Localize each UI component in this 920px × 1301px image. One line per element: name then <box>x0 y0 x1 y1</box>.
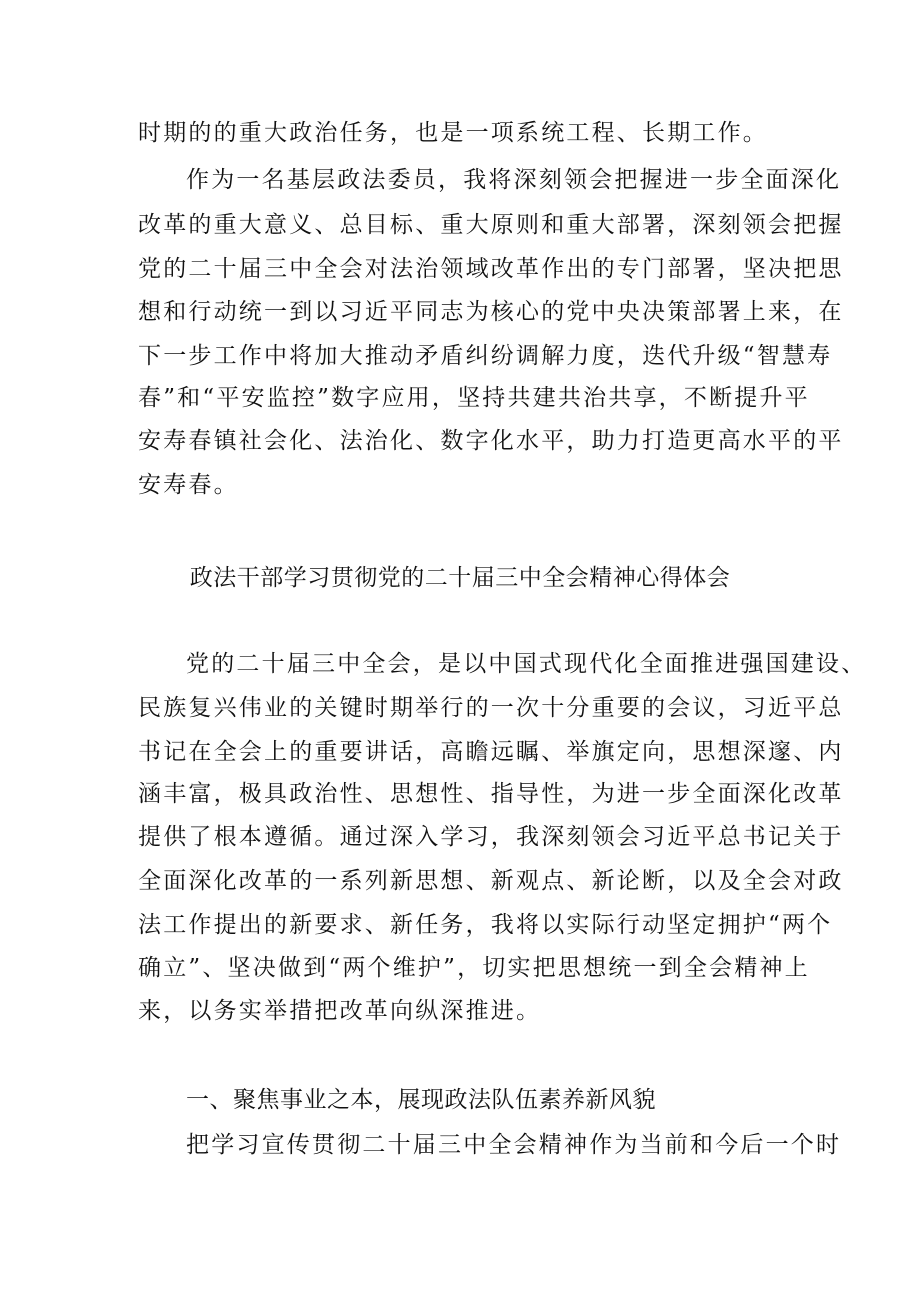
paragraph-line: 想和行动统一到以习近平同志为核心的党中央决策部署上来，在 <box>138 299 844 325</box>
paragraph-line: 春”和“平安监控”数字应用，坚持共建共治共享，不断提升平 <box>138 385 810 411</box>
paragraph-line: 时期的的重大政治任务，也是一项系统工程、长期工作。 <box>138 120 768 146</box>
paragraph-line: 书记在全会上的重要讲话，高瞻远瞩、举旗定向，思想深邃、内 <box>138 739 844 765</box>
article-title: 政法干部学习贯彻党的二十届三中全会精神心得体会 <box>189 565 731 591</box>
paragraph-line: 改革的重大意义、总目标、重大原则和重大部署，深刻领会把握 <box>138 212 844 238</box>
paragraph-line: 法工作提出的新要求、新任务，我将以实际行动坚定拥护“两个 <box>138 912 833 938</box>
paragraph-line: 安寿春。 <box>138 472 239 498</box>
paragraph-line: 来，以务实举措把改革向纵深推进。 <box>138 998 542 1024</box>
paragraph-line: 确立”、坚决做到“两个维护”，切实把思想统一到全会精神上 <box>138 955 810 981</box>
paragraph-line: 提供了根本遵循。通过深入学习，我深刻领会习近平总书记关于 <box>138 824 844 850</box>
paragraph-line: 全面深化改革的一系列新思想、新观点、新论断，以及全会对政 <box>138 868 844 894</box>
paragraph-line: 党的二十届三中全会对法治领域改革作出的专门部署，坚决把思 <box>138 256 844 282</box>
paragraph-line: 下一步工作中将加大推动矛盾纠纷调解力度，迭代升级“智慧寿 <box>138 343 833 369</box>
paragraph-line: 安寿春镇社会化、法治化、数字化水平，助力打造更高水平的平 <box>138 428 844 454</box>
paragraph-line: 党的二十届三中全会，是以中国式现代化全面推进强国建设、 <box>186 651 867 677</box>
paragraph-line: 民族复兴伟业的关键时期举行的一次十分重要的会议，习近平总 <box>138 695 844 721</box>
paragraph-line: 涵丰富，极具政治性、思想性、指导性，为进一步全面深化改革 <box>138 781 844 807</box>
paragraph-line: 把学习宣传贯彻二十届三中全会精神作为当前和今后一个时 <box>186 1132 842 1158</box>
section-heading: 一、聚焦事业之本，展现政法队伍素养新风貌 <box>186 1087 656 1113</box>
paragraph-line: 作为一名基层政法委员，我将深刻领会把握进一步全面深化 <box>186 167 842 193</box>
